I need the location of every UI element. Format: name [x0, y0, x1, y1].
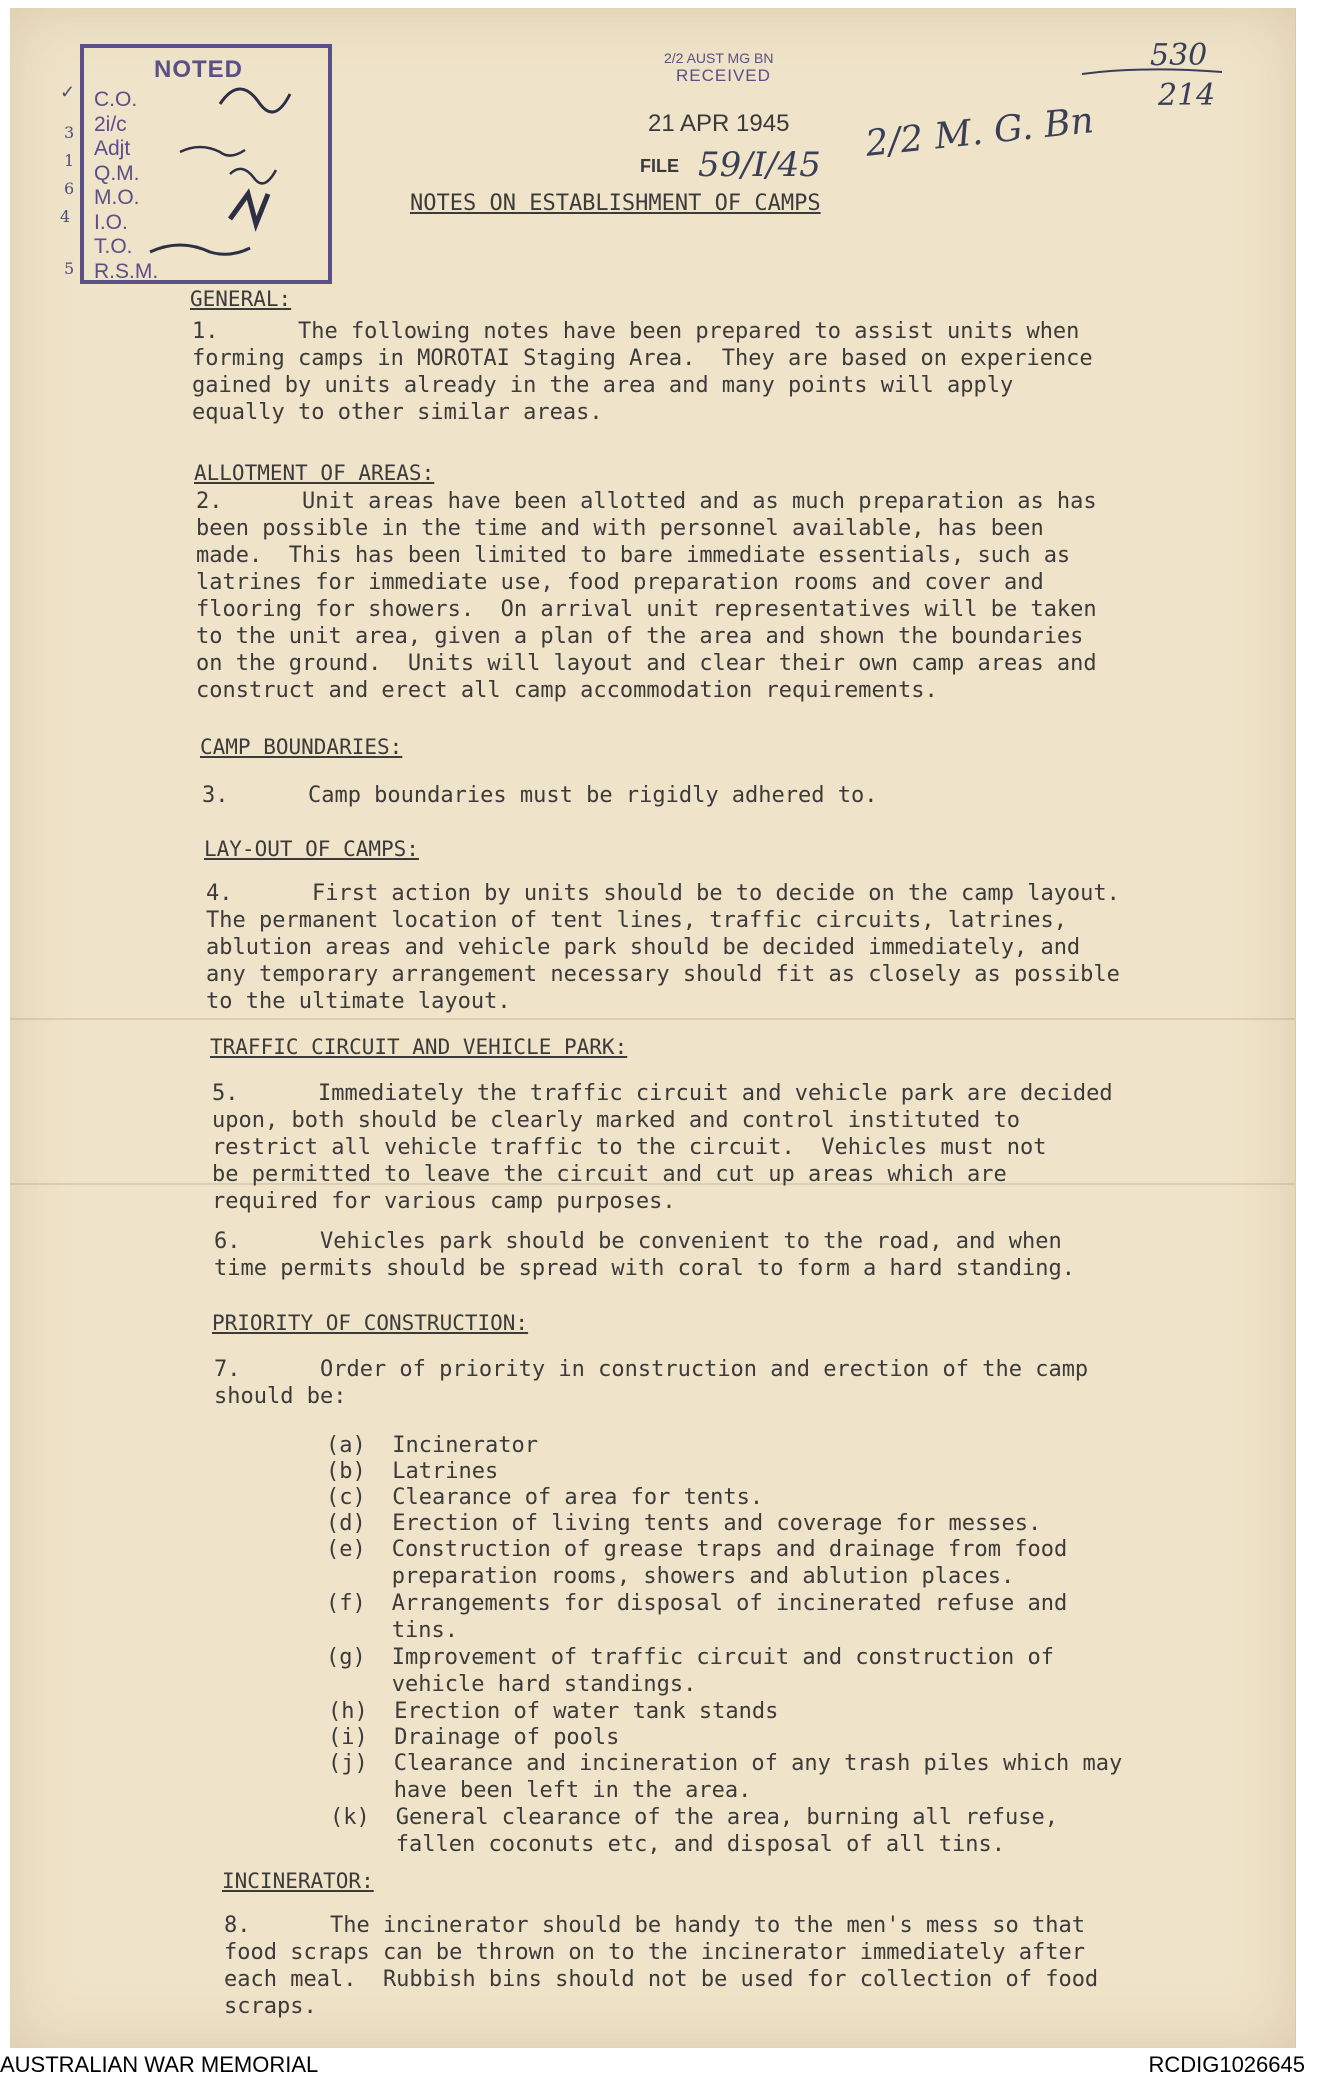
list-text: General clearance of the area, burning all refuse, fallen coconuts etc, and disposal of all tins.	[395, 1805, 1059, 1857]
footer-source: AUSTRALIAN WAR MEMORIAL	[0, 2052, 319, 2077]
section-heading-layout: LAY-OUT OF CAMPS:	[204, 837, 419, 861]
list-item	[326, 1590, 1067, 1644]
list-item	[326, 1510, 1041, 1537]
section-heading-general: GENERAL:	[190, 287, 292, 311]
paragraph-5: 5. Immediately the traffic circuit and vehicle park are decided upon, both should be clearly marked and control instituted to restrict all vehicle traffic to the circuit. Vehicles must not be permitted to leave the circuit and cut up areas which are required for various camp purposes.	[212, 1081, 1113, 1214]
list-item	[326, 1644, 1054, 1698]
svg-text:6: 6	[64, 179, 75, 198]
received-unit: 2/2 AUST MG BN	[664, 50, 774, 66]
handwritten-number-bottom: 214	[1158, 78, 1216, 113]
list-text: Latrines	[392, 1459, 499, 1484]
svg-text:✓: ✓	[60, 82, 76, 103]
paper-fold	[10, 1018, 1295, 1020]
list-item	[326, 1484, 763, 1511]
list-item	[330, 1804, 1058, 1858]
file-number: 59/I/45	[698, 145, 821, 185]
handwritten-number-top: 530	[1150, 38, 1208, 73]
list-item	[326, 1458, 498, 1485]
list-text: Clearance and incineration of any trash piles which may have been left in the area.	[393, 1751, 1123, 1803]
margin-ticks-icon	[56, 78, 86, 278]
list-marker: (b)	[326, 1459, 366, 1484]
svg-text:3: 3	[64, 123, 75, 142]
received-date: 21 APR 1945	[648, 110, 790, 137]
list-marker: (h)	[328, 1699, 368, 1724]
section-heading-priority: PRIORITY OF CONSTRUCTION:	[212, 1311, 529, 1335]
paragraph-3: 3. Camp boundaries must be rigidly adhered to.	[202, 783, 878, 808]
document-page	[10, 8, 1296, 2048]
paragraph-2: 2. Unit areas have been allotted and as much preparation as has been possible in the time and with personnel available, has been made. This has been limited to bare immediate essentials, such as latrines for immediate use, food preparation rooms and cover and flooring for showers. On arrival unit representatives will be taken to the unit area, given a plan of the area and shown the boundaries on the ground. Units will layout and clear their own camp areas and construct and erect all camp accommodation requirements.	[196, 489, 1097, 703]
list-text: Drainage of pools	[394, 1725, 620, 1750]
section-heading-incinerator: INCINERATOR:	[222, 1869, 374, 1893]
list-marker: (c)	[326, 1485, 366, 1510]
list-marker: (g)	[326, 1645, 366, 1670]
list-text: Improvement of traffic circuit and construction of vehicle hard standings.	[391, 1645, 1055, 1697]
list-text: Clearance of area for tents.	[392, 1485, 764, 1510]
section-heading-traffic: TRAFFIC CIRCUIT AND VEHICLE PARK:	[210, 1035, 628, 1059]
svg-text:5: 5	[64, 259, 75, 278]
stamp-row: M.O.	[94, 186, 140, 209]
list-item	[328, 1698, 778, 1725]
handwritten-unit: 2/2 M. G. Bn	[863, 100, 1096, 165]
stamp-row: T.O.	[94, 235, 133, 258]
list-text: Arrangements for disposal of incinerated refuse and tins.	[391, 1591, 1068, 1643]
stamp-title: NOTED	[154, 56, 243, 83]
list-marker: (j)	[328, 1751, 368, 1776]
list-marker: (f)	[326, 1591, 366, 1616]
stamp-row: Adjt	[94, 137, 131, 160]
list-text: Erection of living tents and coverage for messes.	[392, 1511, 1042, 1536]
stamp-row: I.O.	[94, 210, 128, 234]
list-text: Construction of grease traps and drainage from food preparation rooms, showers and ablution places.	[391, 1537, 1068, 1589]
received-label: RECEIVED	[676, 66, 771, 85]
section-heading-allotment: ALLOTMENT OF AREAS:	[194, 461, 435, 485]
stamp-row: 2i/c	[94, 112, 127, 136]
list-marker: (k)	[330, 1805, 370, 1830]
initials-scribble-icon	[80, 44, 332, 284]
file-label: FILE	[640, 156, 679, 176]
list-item	[326, 1536, 1067, 1590]
list-item	[328, 1750, 1122, 1804]
paragraph-8: 8. The incinerator should be handy to the men's mess so that food scraps can be thrown on to the incinerator immediately after each meal. Rubbish bins should not be used for collection of food scraps.	[224, 1913, 1099, 2019]
svg-text:1: 1	[64, 151, 75, 170]
list-marker: (i)	[328, 1725, 368, 1750]
paragraph-1: 1. The following notes have been prepared to assist units when forming camps in MOROTAI Staging Area. They are based on experience gained by units already in the area and many points will apply equally to other similar areas.	[192, 319, 1093, 425]
section-heading-camp-boundaries: CAMP BOUNDARIES:	[200, 735, 403, 759]
stamp-row: Q.M.	[94, 161, 140, 185]
stamp-row: R.S.M.	[94, 259, 159, 283]
list-marker: (a)	[326, 1433, 366, 1458]
list-marker: (d)	[326, 1511, 366, 1536]
paragraph-4: 4. First action by units should be to decide on the camp layout. The permanent location of tent lines, traffic circuits, latrines, ablution areas and vehicle park should be decided immediately, and any temporary arrangement necessary should fit as closely as possible to the ultimate layout.	[206, 881, 1120, 1014]
footer-id: RCDIG1026645	[1148, 2052, 1305, 2077]
paragraph-6: 6. Vehicles park should be convenient to the road, and when time permits should be spread with coral to form a hard standing.	[214, 1229, 1075, 1281]
document-title: NOTES ON ESTABLISHMENT OF CAMPS	[410, 191, 821, 216]
stamp-row: C.O.	[94, 88, 138, 111]
list-item	[328, 1724, 619, 1751]
list-marker: (e)	[326, 1537, 366, 1562]
svg-text:4: 4	[60, 207, 71, 226]
noted-stamp	[80, 44, 332, 284]
handwritten-strike-icon	[1080, 62, 1230, 82]
list-text: Incinerator	[392, 1433, 538, 1458]
paragraph-7: 7. Order of priority in construction and erection of the camp should be:	[214, 1357, 1089, 1409]
list-text: Erection of water tank stands	[394, 1699, 779, 1724]
list-item	[326, 1432, 538, 1459]
